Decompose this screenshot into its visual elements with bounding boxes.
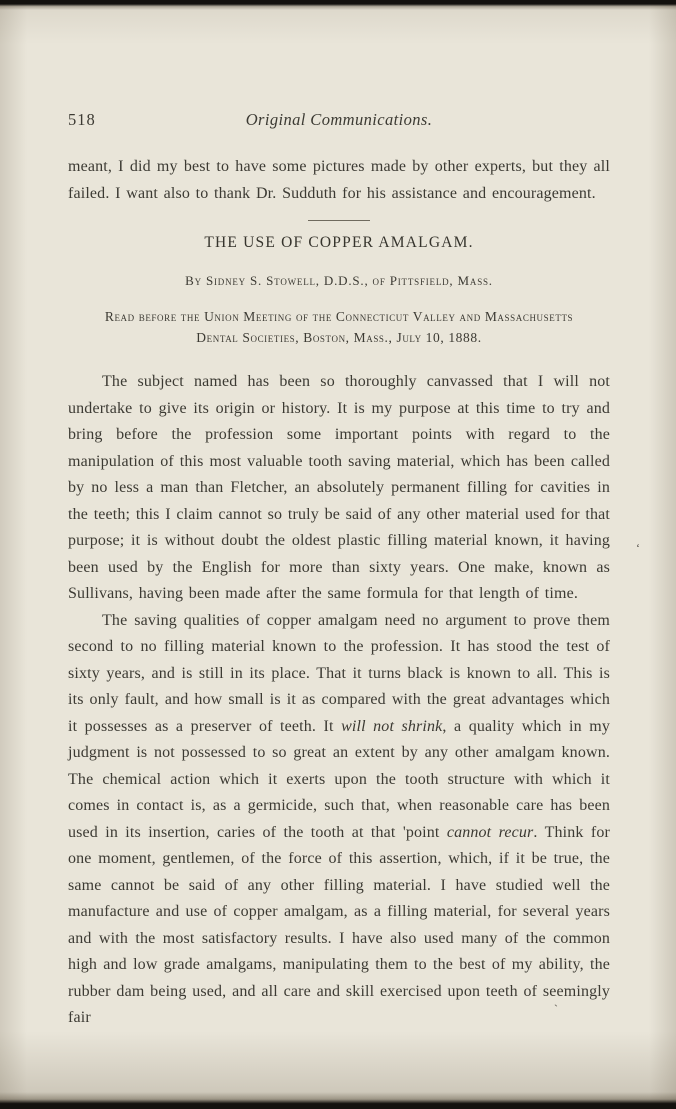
paragraph-segment-italic: will not shrink bbox=[341, 717, 443, 735]
article-paragraph-2 bbox=[68, 608, 610, 1032]
article-title: THE USE OF COPPER AMALGAM. bbox=[204, 234, 474, 251]
scan-speck: ‘ bbox=[636, 541, 640, 555]
page-header bbox=[68, 110, 610, 132]
paragraph-segment: The saving qualities of copper amalgam need no argument to prove them second to no filling material known to the profession. It has stood the test of sixty years, and is still in its place. That it turns black is known to all. This is its only fault, and how small is it as compared with the great advantages which it possesses as a preserver of teeth. It bbox=[68, 611, 610, 735]
article-read-before: Read before the Union Meeting of the Connecticut Valley and Massachusetts Dental Societies, Boston, Mass., July 10, 1888. bbox=[104, 309, 574, 345]
paragraph-segment-italic: cannot recur bbox=[446, 823, 534, 841]
article-byline: By Sidney S. Stowell, D.D.S., of Pittsfield, Mass. bbox=[185, 273, 493, 288]
scan-speck: ` bbox=[554, 1002, 558, 1016]
paragraph-segment: . Think for one moment, gentlemen, of the force of this assertion, which, if it be true, the same cannot be said of any other filling material. I have studied well the manufacture and use of copper amalgam, as a filling material, for several years and with the most satisfactory results. I have also used many of the common high and low grade amalgams, manipulating them to the best of my ability, the rubber dam being used, and all care and skill exercised upon teeth of seemingly fair bbox=[68, 823, 610, 1026]
page-number: 518 bbox=[68, 110, 96, 129]
running-head: Original Communications. bbox=[245, 110, 433, 129]
article-paragraph-1: The subject named has been so thoroughly canvassed that I will not undertake to give its origin or history. It is my purpose at this time to try and bring before the profession some important points with regard to the manipulation of this most valuable tooth saving material, which has been called by no less a man than Fletcher, an absolutely permanent filling for cavities in the teeth; this I claim cannot so truly be said of any other material used for that purpose; it is without doubt the oldest plastic filling material known, it having been used by the English for more than sixty years. One make, known as Sullivans, having been made after the same formula for that length of time. bbox=[68, 373, 610, 602]
paragraph-segment: , a quality which in my judgment is not possessed to so great an extent by any other amalgam known. The chemical action which it exerts upon the tooth structure with which it comes in contact is, as a germicide, such that, when reasonable care has been used in its insertion, caries of the tooth at that 'point bbox=[68, 717, 610, 841]
continuation-paragraph: meant, I did my best to have some pictures made by other experts, but they all failed. I want also to thank Dr. Sudduth for his assistance and encouragement. bbox=[68, 158, 610, 202]
scan-edge-bottom bbox=[0, 1092, 676, 1109]
section-divider bbox=[308, 220, 370, 221]
